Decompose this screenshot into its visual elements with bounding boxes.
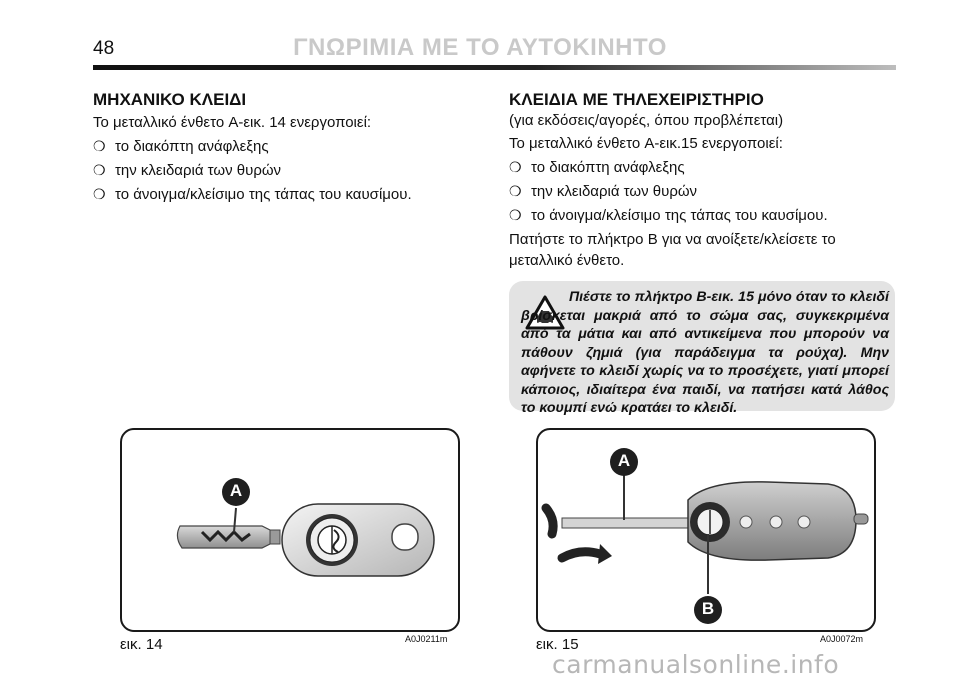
list-item-text: το διακόπτη ανάφλεξης — [531, 159, 685, 176]
list-item — [509, 205, 901, 226]
figure-label-b: B — [701, 599, 715, 618]
list-item-text: το άνοιγμα/κλείσιμο της τάπας του καυσίμου. — [115, 186, 412, 203]
figure-mechanical-key — [120, 428, 460, 632]
list-item-text: το άνοιγμα/κλείσιμο της τάπας του καυσίμου. — [531, 207, 828, 224]
section-title-mechanical-key: ΜΗΧΑΝΙΚΟ ΚΛΕΙΔΙ — [93, 90, 247, 109]
right-paragraph: Πατήστε το πλήκτρο B για να ανοίξετε/κλείσετε το μεταλλικό ένθετο. — [509, 231, 836, 269]
list-item — [93, 136, 468, 157]
list-item — [93, 160, 468, 181]
right-column — [509, 90, 901, 273]
bullet-icon: ❍ — [93, 138, 106, 154]
bullet-icon: ❍ — [509, 183, 522, 199]
list-item — [93, 184, 468, 205]
section-subtitle: (για εκδόσεις/αγορές, όπου προβλέπεται) — [509, 112, 784, 129]
figure-remote-key — [536, 428, 876, 632]
figure-code: A0J0072m — [820, 634, 864, 644]
list-item — [509, 157, 901, 178]
list-item — [509, 181, 901, 202]
warning-box — [509, 281, 895, 416]
bullet-icon: ❍ — [509, 207, 522, 223]
mechanical-key-illustration — [122, 430, 458, 630]
list-item-text: το διακόπτη ανάφλεξης — [115, 138, 269, 155]
left-column — [93, 90, 468, 208]
header-rule — [93, 65, 896, 70]
left-intro: Το μεταλλικό ένθετο A-εικ. 14 ενεργοποιεί: — [93, 114, 372, 131]
figure-label-a: A — [229, 481, 243, 500]
figure-caption: εικ. 14 — [120, 636, 163, 653]
bullet-icon: ❍ — [509, 159, 522, 175]
figure-caption: εικ. 15 — [536, 636, 579, 653]
list-item-text: την κλειδαριά των θυρών — [531, 183, 698, 200]
figure-label-a: A — [617, 451, 631, 470]
warning-text: Πιέστε το πλήκτρο B-εικ. 15 μόνο όταν το κλειδί βρίσκεται μακριά από το σώμα σας, συγκεκριμένα από τα μάτια και από αντικείμενα που μπορούν να πάθουν ζημιά (για παράδειγμα τα ρούχα). Μην αφήνετε το κλειδί χωρίς να το προσέχετε, γιατί μπορεί κάποιος, ιδιαίτερα ένα παιδί, να πατήσει κατά λάθος το κουμπί ενώ κρατάει το κλειδί. — [521, 289, 889, 416]
bullet-icon: ❍ — [93, 162, 106, 178]
right-intro: Το μεταλλικό ένθετο A-εικ.15 ενεργοποιεί: — [509, 135, 783, 152]
page-header-title: ΓΝΩΡΙΜΙΑ ΜΕ ΤΟ ΑΥΤΟΚΙΝΗΤΟ — [293, 34, 667, 61]
watermark: carmanualsonline.info — [552, 650, 840, 679]
page-number: 48 — [93, 38, 115, 59]
section-title-remote-keys: ΚΛΕΙΔΙΑ ΜΕ ΤΗΛΕΧΕΙΡΙΣΤΗΡΙΟ — [509, 90, 764, 109]
figure-code: A0J0211m — [405, 634, 448, 644]
list-item-text: την κλειδαριά των θυρών — [115, 162, 282, 179]
bullet-icon: ❍ — [93, 186, 106, 202]
